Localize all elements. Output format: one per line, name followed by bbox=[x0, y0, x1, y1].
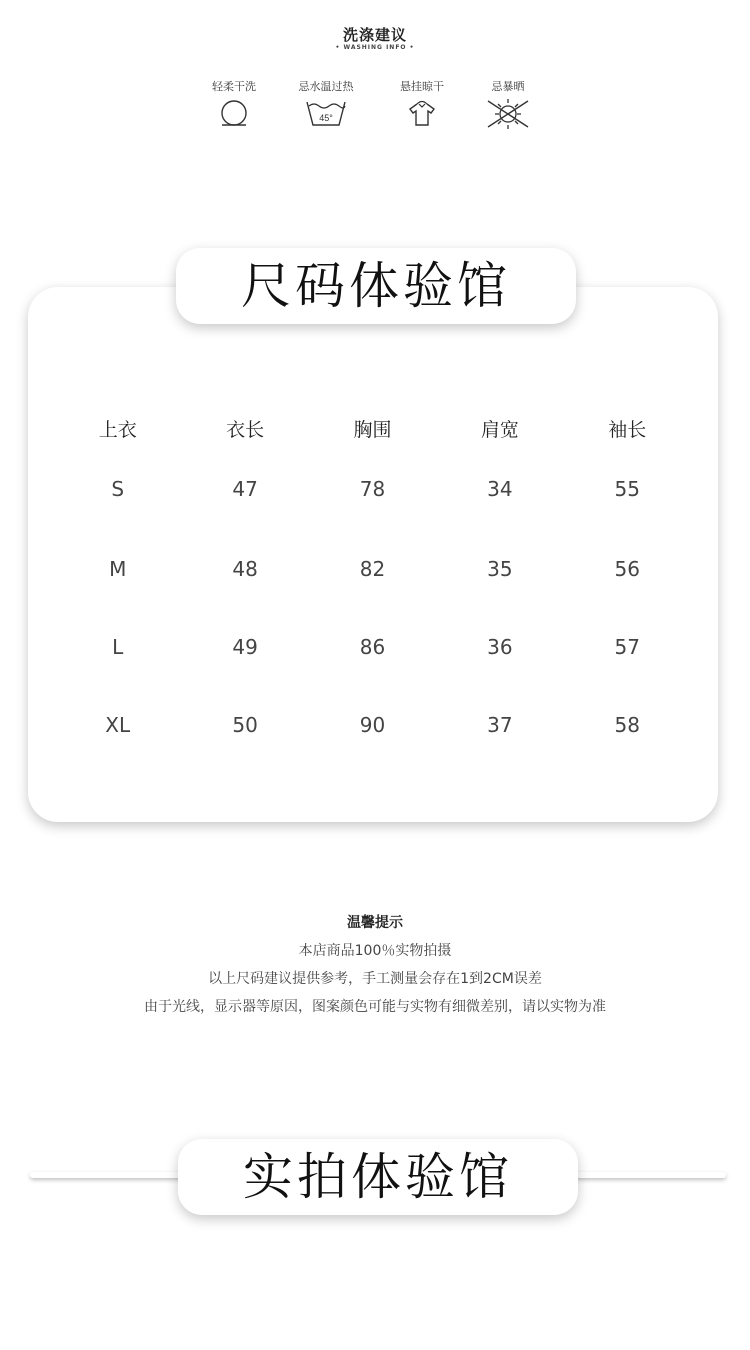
size-section-header bbox=[176, 248, 576, 324]
photo-section-title: 实拍体验馆 bbox=[243, 1148, 513, 1206]
table-cell: S bbox=[111, 477, 125, 501]
table-row bbox=[54, 686, 691, 764]
tip-line: 由于光线，显示器等原因，图案颜色可能与实物有细微差别，请以实物为准 bbox=[144, 999, 606, 1015]
table-row bbox=[54, 448, 691, 530]
divider-right bbox=[566, 1172, 726, 1178]
size-table bbox=[54, 408, 691, 764]
size-section-title: 尺码体验馆 bbox=[241, 257, 511, 315]
care-label: 忌暴晒 bbox=[491, 80, 525, 93]
table-cell: 57 bbox=[614, 635, 640, 659]
care-item-hang-dry bbox=[377, 78, 467, 128]
table-cell: M bbox=[109, 557, 127, 581]
tip-line: 本店商品100％实物拍摄 bbox=[298, 943, 452, 959]
column-header: 衣长 bbox=[226, 418, 265, 441]
table-cell: 36 bbox=[487, 635, 513, 659]
table-cell: L bbox=[112, 635, 124, 659]
table-cell: 37 bbox=[487, 713, 513, 737]
hang-dry-shirt-icon bbox=[406, 98, 438, 128]
column-header: 肩宽 bbox=[480, 418, 519, 441]
tips-section bbox=[0, 912, 750, 1026]
care-label: 轻柔干洗 bbox=[212, 80, 256, 93]
care-item-no-sun bbox=[463, 78, 553, 130]
table-cell: 47 bbox=[232, 477, 258, 501]
care-item-water-temp bbox=[281, 78, 371, 128]
table-cell: 58 bbox=[614, 713, 640, 737]
wash-temp-label: 45° bbox=[319, 113, 333, 123]
column-header: 袖长 bbox=[608, 418, 647, 441]
table-cell: 55 bbox=[614, 477, 640, 501]
dry-clean-circle-icon bbox=[219, 98, 249, 128]
column-header: 上衣 bbox=[98, 418, 137, 441]
table-header-row bbox=[54, 408, 691, 448]
no-sun-icon bbox=[485, 98, 531, 130]
tips-title: 温馨提示 bbox=[347, 915, 403, 931]
care-item-dry-clean bbox=[189, 78, 279, 128]
care-label: 悬挂晾干 bbox=[400, 80, 444, 93]
table-cell: 90 bbox=[359, 713, 386, 737]
wash-tub-icon bbox=[305, 98, 347, 128]
table-row bbox=[54, 530, 691, 608]
table-cell: 49 bbox=[232, 635, 258, 659]
table-cell: XL bbox=[105, 713, 131, 737]
tip-line: 以上尺码建议提供参考，手工测量会存在1到2CM误差 bbox=[208, 971, 542, 987]
table-cell: 35 bbox=[487, 557, 513, 581]
table-cell: 82 bbox=[359, 557, 386, 581]
table-cell: 78 bbox=[359, 477, 386, 501]
washing-subtitle: • WASHING INFO • bbox=[335, 44, 415, 51]
photo-section-header bbox=[178, 1139, 578, 1215]
table-cell: 56 bbox=[614, 557, 640, 581]
table-row bbox=[54, 608, 691, 686]
divider-left bbox=[30, 1172, 190, 1178]
washing-title: 洗涤建议 bbox=[342, 26, 407, 44]
table-cell: 50 bbox=[232, 713, 258, 737]
column-header: 胸围 bbox=[353, 418, 392, 441]
table-cell: 86 bbox=[359, 635, 386, 659]
table-cell: 48 bbox=[232, 557, 258, 581]
care-label: 忌水温过热 bbox=[298, 80, 354, 93]
table-cell: 34 bbox=[487, 477, 513, 501]
